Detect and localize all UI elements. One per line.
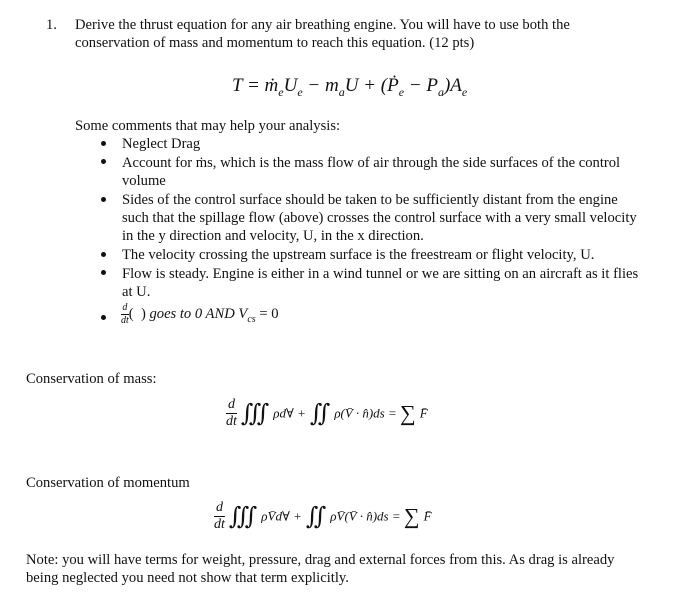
question-line-1: Derive the thrust equation for any air breathing engine. You will have to use both the [75, 17, 570, 33]
bullet-icon [101, 197, 106, 202]
thrust-equation: $T = ṁ_eU_e - m_aU$ + (Ṗ$_e$ − $P_a)A_e$ [232, 75, 468, 99]
comment-item-3: Sides of the control surface should be taken to be sufficiently distant from the engine [122, 192, 618, 208]
momentum-equation: $\frac{d}{dt}$ ∭ ρV̄d∀ + ∬ ρV̄(V̄ · n̂)ds = ∑ F̄ [214, 500, 432, 532]
mass-label: Conservation of mass: [26, 371, 157, 387]
bullet-icon [101, 270, 106, 275]
comment-item-4: The velocity crossing the upstream surface is the freestream or flight velocity, U. [122, 247, 595, 263]
question-line-2: conservation of mass and momentum to reach this equation. (12 pts) [75, 35, 475, 51]
momentum-label: Conservation of momentum [26, 475, 190, 491]
note-line-1: Note: you will have terms for weight, pressure, drag and external forces from this. As drag is already [26, 552, 615, 568]
comments-intro: Some comments that may help your analysis: [75, 118, 341, 134]
comment-item-6-text: goes to 0 AND [149, 305, 235, 322]
comment-item-2-cont: volume [122, 173, 166, 189]
comment-item-3-cont-2: in the y direction and velocity, U, in the x direction. [122, 228, 424, 244]
comment-item-2: Account for ṁs, which is the mass flow of air through the side surfaces of the control [122, 155, 621, 171]
comment-item-6: $\frac{d}{dt}$ ( ) goes to 0 AND $V_{cs} = 0$ [121, 302, 279, 326]
comment-item-5-cont: at U. [122, 284, 151, 300]
question-number: 1. [46, 17, 57, 33]
bullet-icon [101, 252, 106, 257]
comment-item-5: Flow is steady. Engine is either in a wind tunnel or we are sitting on an aircraft as it flies [122, 266, 639, 282]
bullet-icon [101, 315, 106, 320]
bullet-icon [101, 159, 106, 164]
comment-item-3-cont-1: such that the spillage flow (above) crosses the control surface with a very small velocity [122, 210, 637, 226]
comment-item-1: Neglect Drag [122, 136, 201, 152]
bullet-icon [101, 141, 106, 146]
note-line-2: being neglected you need not show that term explicitly. [26, 570, 349, 586]
mass-equation: $\frac{d}{dt}$ ∭ ρd∀ + ∬ ρ(V̄ · n̂)ds = ∑ F̄ [226, 397, 428, 429]
